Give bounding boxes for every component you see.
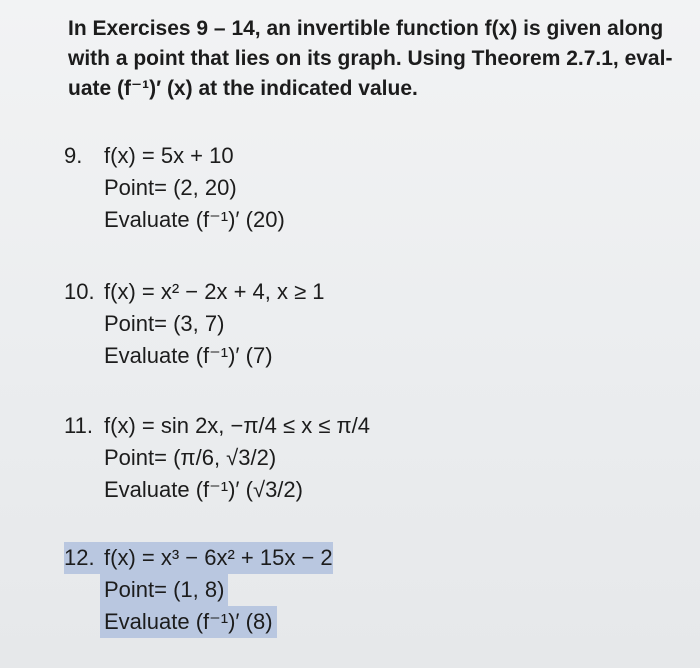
instructions-line-2: with a point that lies on its graph. Using Theorem 2.7.1, eval- (68, 47, 673, 70)
instructions-paragraph (68, 14, 678, 104)
exercise-evaluate: Evaluate (f⁻¹)′ (√3/2) (104, 477, 303, 502)
instructions-line-3: uate (f⁻¹)′ (x) at the indicated value. (68, 77, 418, 100)
exercise-point: Point= (2, 20) (104, 175, 237, 200)
exercise-evaluate: Evaluate (f⁻¹)′ (20) (104, 207, 285, 232)
exercise-11 (64, 410, 370, 506)
exercise-9 (64, 140, 285, 236)
exercise-point: Point= (1, 8) (100, 574, 228, 606)
exercise-number: 10. (64, 279, 95, 304)
exercise-number: 12. (64, 545, 95, 570)
exercise-number: 11. (64, 413, 93, 438)
exercise-evaluate: Evaluate (f⁻¹)′ (8) (100, 606, 277, 638)
exercise-function: f(x) = 5x + 10 (104, 143, 234, 168)
instructions-line-1: In Exercises 9 – 14, an invertible function f(x) is given along (68, 17, 664, 40)
exercise-number: 9. (64, 143, 83, 168)
exercise-10 (64, 276, 325, 372)
exercise-12 (64, 542, 333, 638)
exercise-function: f(x) = sin 2x, −π/4 ≤ x ≤ π/4 (104, 413, 371, 438)
exercise-evaluate: Evaluate (f⁻¹)′ (7) (104, 343, 273, 368)
exercise-point: Point= (π/6, √3/2) (104, 445, 277, 470)
exercise-function: f(x) = x² − 2x + 4, x ≥ 1 (104, 279, 325, 304)
exercise-function: f(x) = x³ − 6x² + 15x − 2 (104, 545, 333, 570)
exercise-point: Point= (3, 7) (104, 311, 225, 336)
